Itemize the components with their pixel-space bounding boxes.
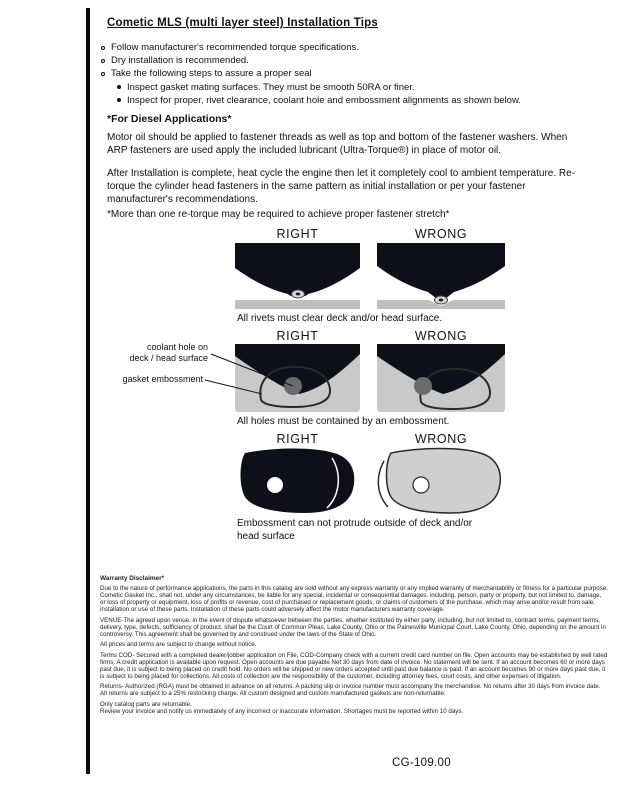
- rivet-wrong-diagram: [377, 243, 505, 309]
- legal-paragraph: Returns- Authorized (RGA) must be obtained in advance on all returns. A packing slip or invoice number must accompany the merchandise. No returns after 30 days from invoice date. All returns are subject to a 25% restocking charge. All custom designed and custom manufactured gaskets are non-returnable.: [100, 683, 601, 697]
- tip-text: Inspect for proper, rivet clearance, coolant hole and embossment alignments as shown below.: [127, 94, 521, 106]
- diesel-paragraph-1: Motor oil should be applied to fastener threads as well as top and bottom of the fastener washers. When ARP fasteners are used apply the included lubricant (Ultra-Torque®) in place of motor oil.: [107, 132, 568, 156]
- callout-coolant-hole: [108, 342, 208, 363]
- bullet-circle-icon: [101, 72, 105, 76]
- legal-paragraph: Only catalog parts are returnable.: [100, 700, 192, 708]
- wrong-label-row1: WRONG: [414, 227, 468, 241]
- bullet-circle-icon: [101, 46, 105, 50]
- footer-part-code: CG-109.00: [392, 757, 451, 769]
- embossment-right-diagram: [235, 447, 360, 515]
- coolant-right-diagram: [235, 344, 360, 412]
- tip-text: Take the following steps to assure a proper seal: [111, 68, 312, 80]
- tip-text: Dry installation is recommended.: [111, 55, 249, 67]
- bullet-dot-icon: [117, 85, 121, 89]
- callout-coolant-line2: deck / head surface: [129, 352, 208, 363]
- legal-heading: Warranty Disclaimer*: [100, 575, 165, 582]
- list-item: [101, 41, 591, 54]
- right-label-row1: RIGHT: [276, 227, 319, 241]
- wrong-label-row2: WRONG: [414, 329, 468, 343]
- retorque-note: *More than one re-torque may be required to achieve proper fastener stretch*: [107, 209, 450, 220]
- bullet-dot-icon: [117, 98, 121, 102]
- legal-section: [100, 575, 608, 718]
- diesel-section-heading: *For Diesel Applications*: [107, 113, 232, 125]
- binding-bar: [86, 8, 90, 774]
- rivet-right-diagram: [235, 243, 360, 309]
- legal-paragraph: Review your invoice and notify us immediately of any incorrect or inaccurate information. Shortages must be reported within 10 days.: [100, 707, 464, 715]
- legal-paragraph: All prices and terms are subject to change without notice.: [100, 641, 257, 648]
- coolant-wrong-diagram: [377, 344, 505, 412]
- list-item: [101, 94, 591, 107]
- legal-paragraph: Terms COD- Secured with a completed dealer/jobber application on File, COD-Company check with a current credit card number on file. Open accounts may be established by well rated firms. A credit application is available upon request. Open accounts are due payable Net 30 days from date of invoice. No statement will be sent. If an account becomes 60 or more days past due, it is subject to being placed on credit hold. No orders will be shipped or new orders accepted until past due balance is paid. If an account becomes 90 or more days past due, it is subject to being placed for collections. All costs of collection are the responsibility of the customer, including attorney fees, court costs, and other expenses of litigation.: [100, 651, 608, 680]
- right-label-row3: RIGHT: [276, 432, 319, 446]
- list-item: [101, 81, 591, 94]
- embossment-wrong-diagram: [377, 447, 505, 515]
- callout-coolant-line1: coolant hole on: [146, 342, 208, 352]
- wrong-label-row3: WRONG: [414, 432, 468, 446]
- bullet-circle-icon: [101, 59, 105, 63]
- tips-list: [101, 41, 591, 107]
- legal-paragraph: Due to the nature of performance applications, the parts in this catalog are sold without any express warranty or any implied warranty of merchantability or fitness for a particular purpose. Cometic Gasket Inc., shall not, under any circumstances, be liable for any special, incidental or consequential damages, including, person, party or property, but not limited to, damage, or loss of property or equipment, loss of profits or revenue, cost of purchased or replacement goods, or claims of customers of the purchase, which may arise and/or result from sale, installation or use of these parts. Installation of these parts could adversely affect the motor manufacturers warranty coverage.: [100, 585, 608, 613]
- tip-text: Inspect gasket mating surfaces. They must be smooth 50RA or finer.: [127, 81, 415, 93]
- caption-embossment: Embossment can not protrude outside of deck and/or head surface: [237, 518, 473, 542]
- page-title: Cometic MLS (multi layer steel) Installation Tips: [107, 17, 378, 29]
- diesel-paragraph-2: After Installation is complete, heat cycle the engine then let it completely cool to ambient temperature. Re-torque the cylinder head fasteners in the same pattern as initial installation or per your fastener manufacturer's recommendations.: [107, 168, 576, 205]
- tip-text: Follow manufacturer's recommended torque specifications.: [111, 42, 359, 53]
- caption-holes: All holes must be contained by an embossment.: [237, 416, 450, 427]
- list-item: [101, 67, 591, 80]
- callout-gasket-embossment: gasket embossment: [122, 374, 203, 384]
- list-item: [101, 54, 591, 67]
- caption-rivets: All rivets must clear deck and/or head surface.: [237, 313, 443, 324]
- legal-paragraph: VENUE-The agreed upon venue, in the event of dispute whatsoever between the parties, whether instituted by either party, including, but not limited to, contract terms, payment terms, delivery, type, defects, sufficiency of product, shall be the Court of Common Pleas, Lake County, Ohio or the Painesville Municipal Court, Lake County, Ohio, depending on the amount in controversy. This agreement shall be governed by and construed under the laws of the State of Ohio.: [100, 616, 606, 638]
- right-label-row2: RIGHT: [276, 329, 319, 343]
